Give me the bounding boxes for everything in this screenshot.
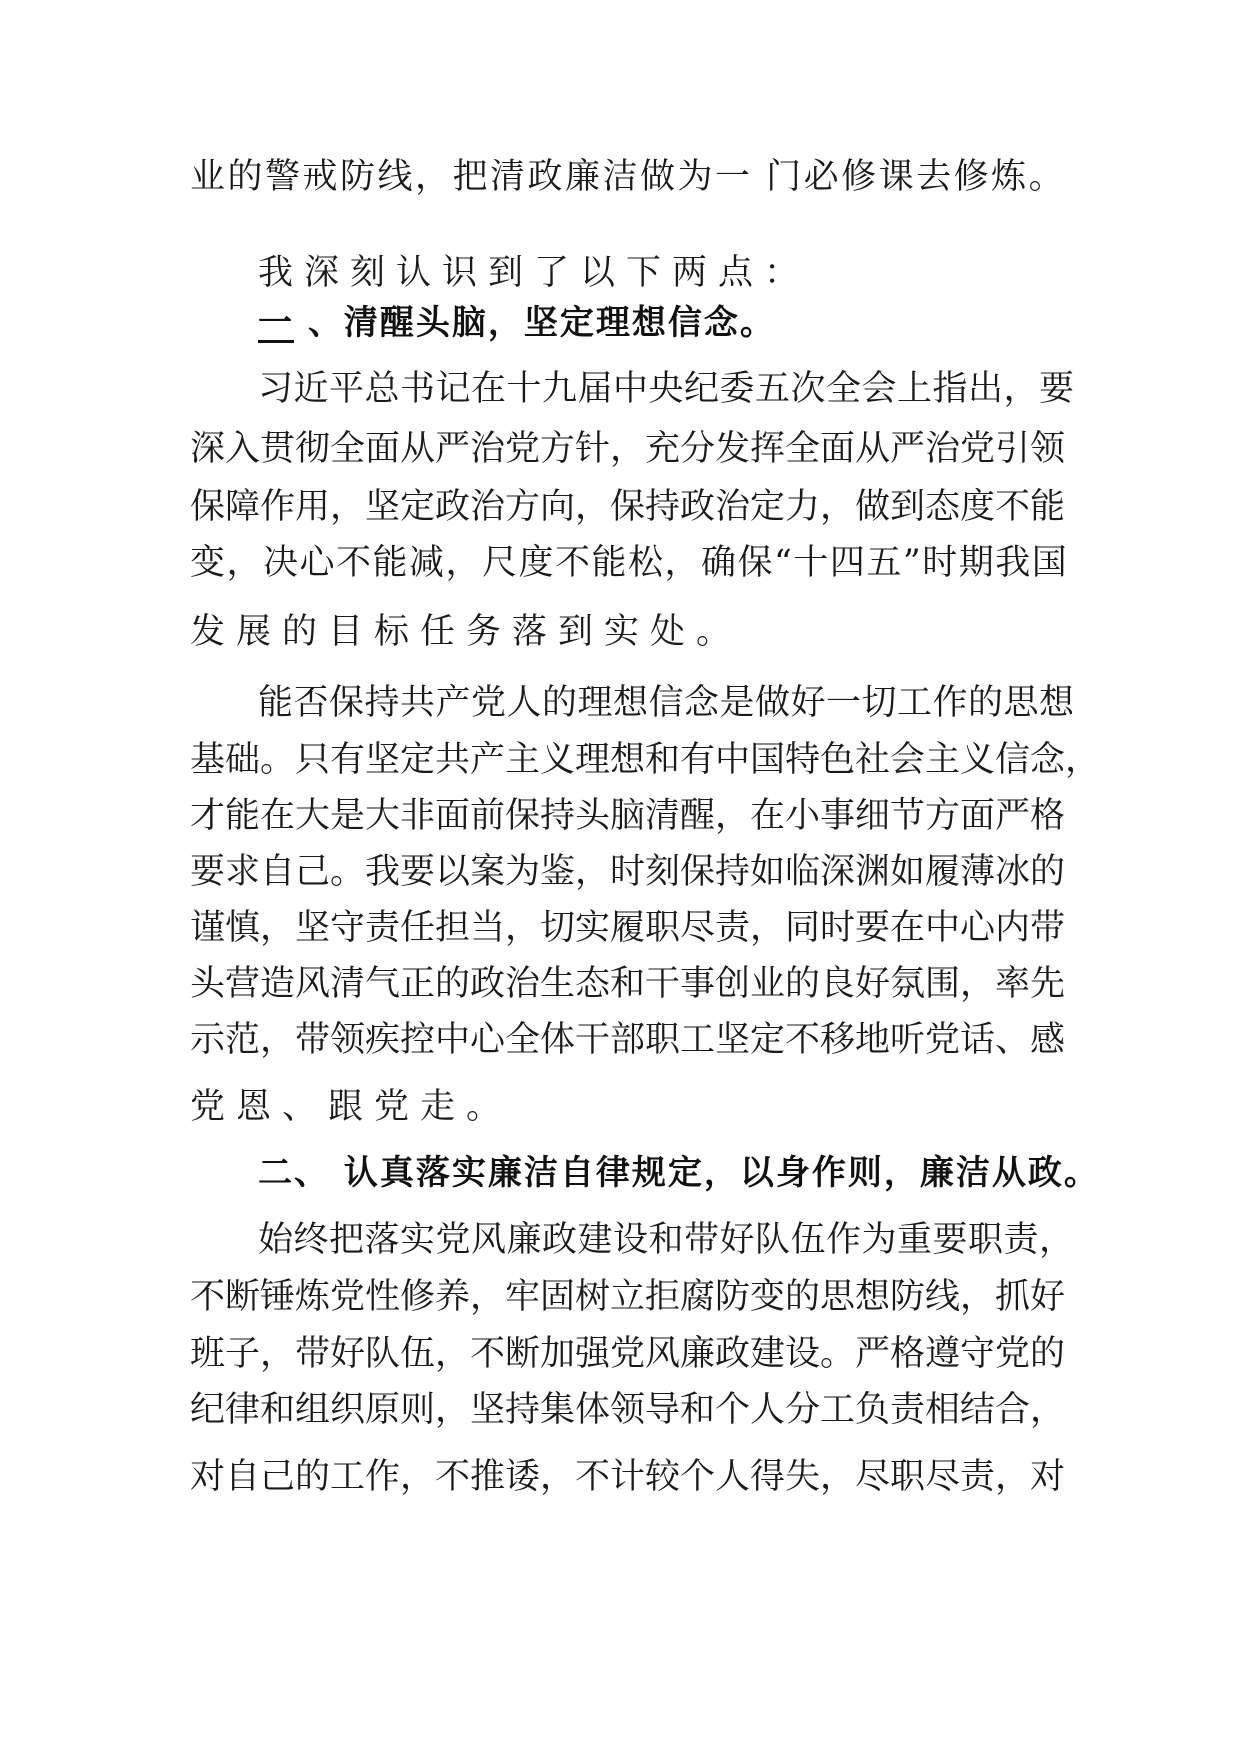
paragraph-line: 纪律和组织原则，坚持集体领导和个人分工负责相结合，	[190, 1390, 1066, 1430]
paragraph-line: 要求自己。我要以案为鉴，时刻保持如临深渊如履薄冰的	[190, 852, 1066, 892]
paragraph-line: 习近平总书记在十九届中央纪委五次全会上指出，要	[258, 369, 1075, 409]
paragraph-line: 对自己的工作，不推诿，不计较个人得失，尽职尽责，对	[190, 1457, 1066, 1497]
paragraph-line: 头营造风清气正的政治生态和干事创业的良好氛围，率先	[190, 964, 1066, 1004]
section-heading-2-number: 二、	[258, 1153, 330, 1193]
paragraph-line: 能否保持共产党人的理想信念是做好一切工作的思想	[258, 683, 1075, 723]
paragraph-line: 发展的目标任务落到实处。	[190, 612, 743, 652]
paragraph-line: 变，决心不能减，尺度不能松，确保“十四五”时期我国	[190, 543, 1069, 583]
paragraph-line: 示范，带领疾控中心全体干部职工坚定不移地听党话、感	[190, 1020, 1066, 1060]
paragraph-line: 谨慎，坚守责任担当，切实履职尽责，同时要在中心内带	[190, 908, 1066, 948]
paragraph-line: 党恩、跟党走。	[190, 1087, 513, 1127]
paragraph-line: 不断锤炼党性修养，牢固树立拒腐防变的思想防线，抓好	[190, 1277, 1066, 1317]
paragraph-line: 班子，带好队伍，不断加强党风廉政建设。严格遵守党的	[190, 1334, 1066, 1374]
paragraph-line: 我深刻认识到了以下两点：	[258, 253, 811, 293]
paragraph-line: 始终把落实党风廉政建设和带好队伍作为重要职责，	[258, 1220, 1075, 1260]
paragraph-line: 才能在大是大非面前保持头脑清醒，在小事细节方面严格	[190, 796, 1066, 836]
section-heading-1-text: 、清醒头脑，坚定理想信念。	[294, 303, 776, 343]
paragraph-line: 保障作用，坚定政治方向，保持政治定力，做到态度不能	[190, 487, 1066, 527]
section-heading-2	[258, 1153, 1100, 1193]
section-heading-1-number: 一	[258, 303, 294, 343]
section-heading-2-text: 认真落实廉洁自律规定，以身作则，廉洁从政。	[330, 1153, 1100, 1193]
paragraph-line: 业的警戒防线，把清政廉洁做为一 门必修课去修炼。	[190, 157, 1067, 197]
paragraph-line: 基础。只有坚定共产主义理想和有中国特色社会主义信念，	[190, 740, 1101, 780]
section-heading-1	[258, 303, 776, 343]
paragraph-line: 深入贯彻全面从严治党方针，充分发挥全面从严治党引领	[190, 429, 1066, 469]
